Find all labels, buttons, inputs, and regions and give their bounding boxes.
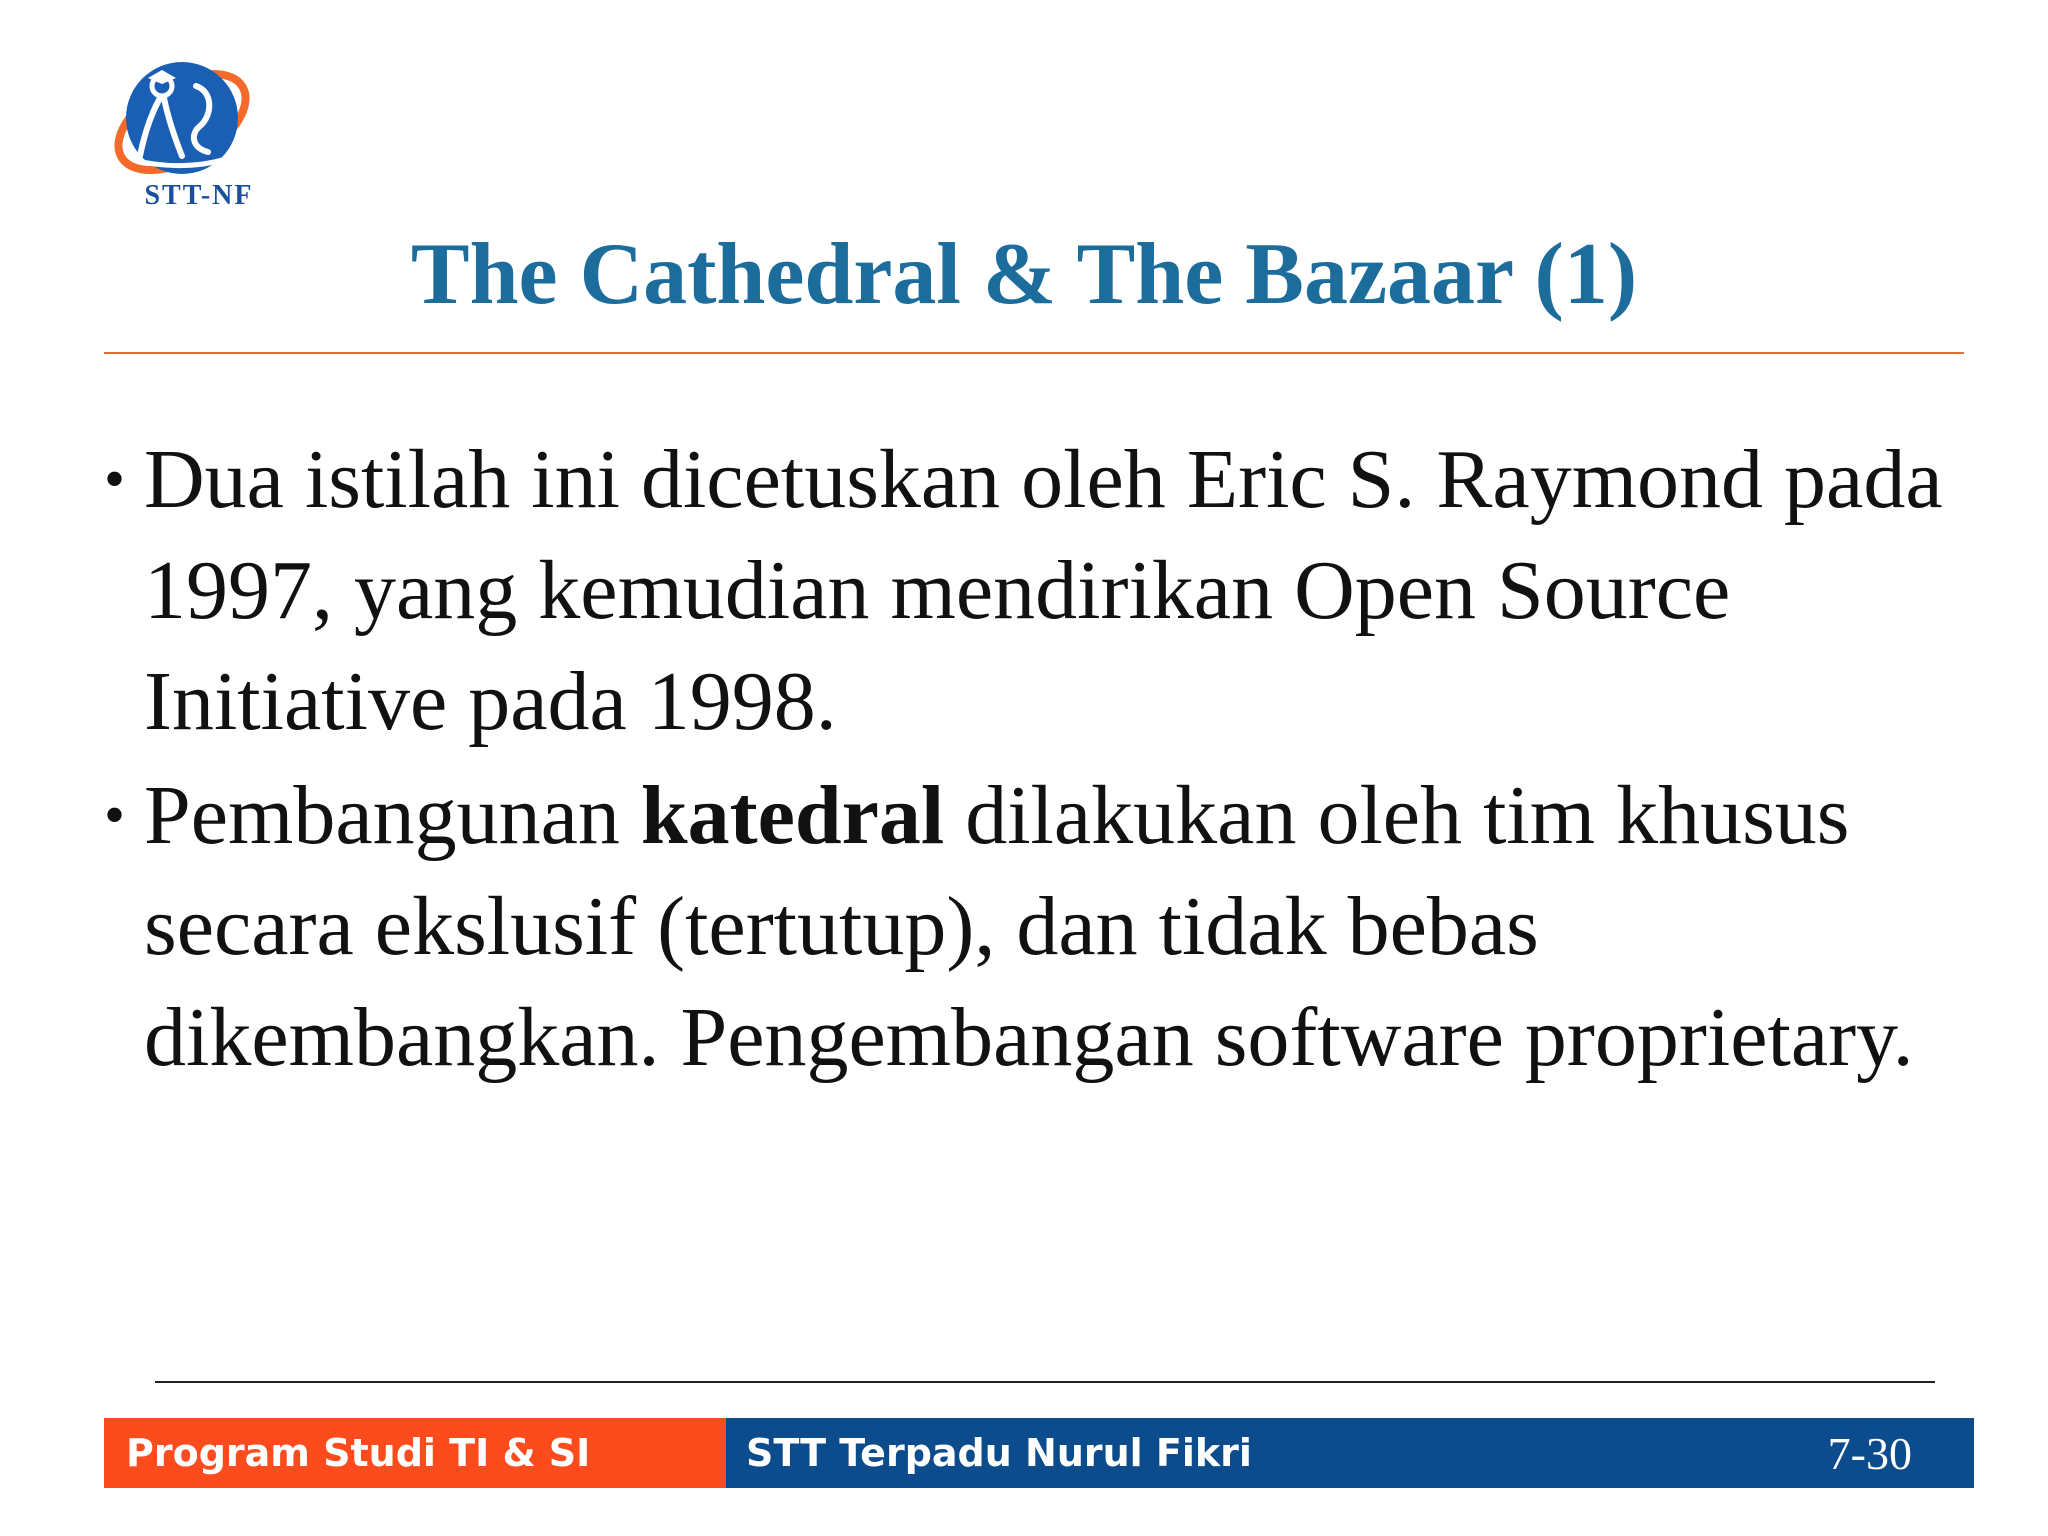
bullet-text-after: dilakukan oleh tim khusus secara ekslusif (tertutup), dan tidak bebas dikembangkan. Pengembangan software proprietary.	[144, 769, 1914, 1084]
logo-text: STT-NF	[144, 180, 254, 211]
stt-nf-logo	[104, 56, 276, 216]
bullet-text-bold: katedral	[640, 769, 945, 862]
slide-title: The Cathedral & The Bazaar (1)	[410, 226, 1638, 323]
bullet-item	[104, 424, 1964, 757]
bullet-text: Dua istilah ini dicetuskan oleh Eric S. Raymond pada 1997, yang kemudian mendirikan Open Source Initiative pada 1998.	[144, 433, 1943, 748]
title-divider	[104, 352, 1964, 354]
logo-emblem-icon	[104, 56, 276, 186]
bullet-text	[144, 760, 1964, 1093]
footer-program-label: Program Studi TI & SI	[126, 1431, 591, 1475]
footer-left-panel	[104, 1418, 726, 1488]
footer-right-panel	[726, 1418, 1974, 1488]
bullet-list	[104, 424, 1964, 1096]
bullet-icon: •	[104, 446, 126, 512]
footer-divider	[155, 1381, 1935, 1383]
bullet-item	[104, 760, 1964, 1093]
footer-bar	[104, 1418, 1974, 1488]
slide-number: 7-30	[1827, 1428, 1912, 1479]
bullet-icon: •	[104, 782, 126, 848]
bullet-text-before: Pembangunan	[144, 769, 641, 862]
footer-institution-label: STT Terpadu Nurul Fikri	[746, 1431, 1252, 1475]
